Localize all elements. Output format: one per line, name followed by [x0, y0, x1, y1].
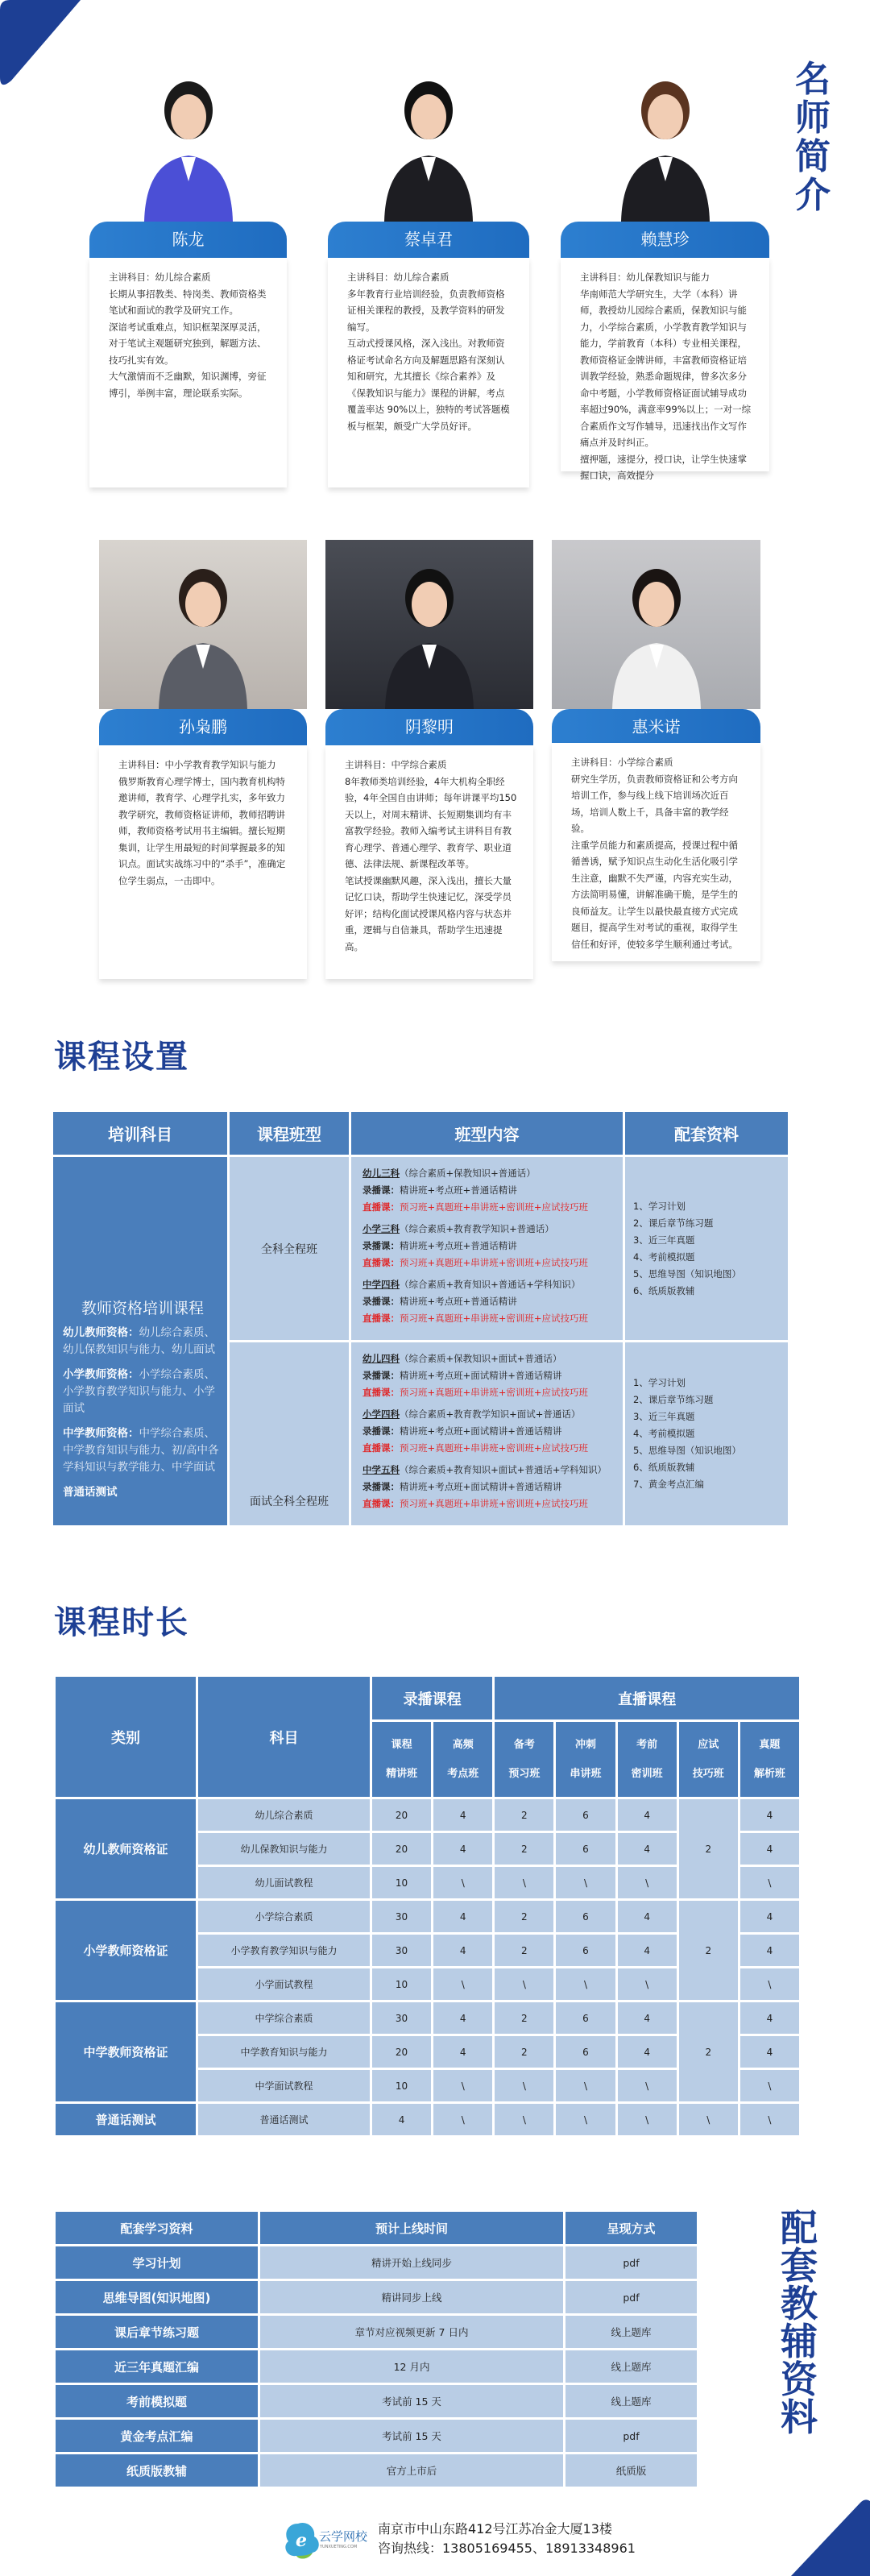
person-portrait-icon [596, 540, 717, 709]
category-item [63, 1425, 222, 1476]
recorded-label: 录播课： [362, 1240, 400, 1251]
teacher-photo [561, 60, 769, 222]
package-name: 小学四科 [362, 1408, 400, 1420]
category-cell: 小学教师资格证 [55, 1900, 197, 2001]
hours-cell: \ [555, 2103, 616, 2137]
hours-cell: \ [616, 2069, 677, 2103]
hours-cell: 2 [494, 2001, 555, 2035]
material-name: 近三年真题汇编 [55, 2350, 259, 2384]
person-portrait-icon [143, 540, 263, 709]
table-row [55, 1798, 801, 1832]
live-line [362, 1384, 611, 1401]
material-item: 5、思维导图（知识地图） [633, 1267, 741, 1280]
package [362, 1221, 611, 1271]
teacher-name: 赖慧珍 [561, 222, 769, 258]
hours-cell: 4 [616, 1934, 677, 1968]
material-item: 1、学习计划 [633, 1377, 686, 1388]
package-name: 中学四科 [362, 1279, 400, 1290]
materials-cell [624, 1156, 789, 1342]
material-item: 4、考前模拟题 [633, 1251, 695, 1263]
teacher-subject: 主讲科目：中学综合素质 [345, 759, 447, 770]
live-line [362, 1310, 611, 1327]
hours-cell: 20 [371, 1798, 433, 1832]
category-item-label: 普通话测试 [63, 1486, 118, 1499]
hours-cell: 6 [555, 1900, 616, 1934]
teacher-subject: 主讲科目：幼儿综合素质 [347, 272, 450, 283]
teacher-bio-paragraph: 长期从事招教类、特岗类、教师资格类笔试和面试的教学及研究工作。 [109, 288, 267, 316]
format: 线上题库 [565, 2315, 698, 2350]
logo-subtext: YUNXUETING.COM [320, 2545, 358, 2549]
table-row [55, 1900, 801, 1934]
hours-cell: \ [555, 1968, 616, 2001]
category-cell: 普通话测试 [55, 2103, 197, 2137]
column-header: 培训科目 [52, 1111, 229, 1156]
course-duration-title: 课程时长 [54, 1604, 189, 1641]
column-header: 课程班型 [229, 1111, 350, 1156]
teacher-name: 惠米诺 [552, 709, 760, 745]
hours-cell: \ [433, 1866, 494, 1900]
package-name: 小学三科 [362, 1223, 400, 1234]
material-name: 黄金考点汇编 [55, 2419, 259, 2454]
hours-cell: 6 [555, 2001, 616, 2035]
teacher-bio [89, 258, 287, 487]
teacher-subject: 主讲科目：小学综合素质 [571, 757, 673, 768]
live-label: 直播课： [362, 1442, 400, 1454]
hours-cell: 2 [677, 1798, 739, 1900]
class-content [350, 1342, 624, 1527]
format: pdf [565, 2419, 698, 2454]
hours-cell: \ [494, 2103, 555, 2137]
live-label: 直播课： [362, 1201, 400, 1213]
hours-cell: 4 [739, 1832, 800, 1866]
hours-cell: 10 [371, 1866, 433, 1900]
hours-cell: 2 [494, 1798, 555, 1832]
recorded-content: 精讲班+考点班+普通话精讲 [400, 1296, 517, 1307]
format: pdf [565, 2246, 698, 2280]
subheader-line: 冲刺 [574, 1738, 596, 1751]
package-desc: （综合素质+教育教学知识+面试+普通话） [400, 1408, 581, 1420]
column-subheader [494, 1721, 555, 1798]
column-header: 配套学习资料 [55, 2211, 259, 2246]
column-header: 班型内容 [350, 1111, 624, 1156]
package [362, 1276, 611, 1327]
subject-cell: 小学综合素质 [197, 1900, 371, 1934]
teacher-bio-paragraph: 华南师范大学研究生，大学（本科）讲师，教授幼儿园综合素质，保教知识与能力，小学综合素质，小学教育教学知识与能力，学前教育（本科）专业相关课程，教师资格证金牌讲师，丰富教师资格证培训教学经验，熟悉命题规律，曾多次多分命中考题，小学教师资格证面试辅导成功率超过90%，满意率99%以上；一对一综合素质作文写作辅导，迅速找出作文写作痛点并及时纠正。 [580, 288, 752, 448]
hours-cell: \ [433, 2069, 494, 2103]
material-name: 课后章节练习题 [55, 2315, 259, 2350]
live-content: 预习班+真题班+串讲班+密训班+应试技巧班 [400, 1201, 589, 1213]
subheader-line: 课程 [391, 1738, 412, 1751]
hours-cell: 4 [433, 1798, 494, 1832]
hours-cell: 30 [371, 2001, 433, 2035]
hours-cell: 30 [371, 1934, 433, 1968]
recorded-content: 精讲班+考点班+面试精讲+普通话精讲 [400, 1425, 562, 1437]
column-subheader [677, 1721, 739, 1798]
hours-cell: \ [739, 2069, 800, 2103]
hours-cell: 4 [616, 1798, 677, 1832]
hours-cell: \ [494, 1866, 555, 1900]
person-portrait-icon [128, 60, 249, 222]
package-desc: （综合素质+保教知识+普通话） [400, 1168, 536, 1179]
hours-cell: 6 [555, 1798, 616, 1832]
teacher-name: 蔡卓君 [328, 222, 529, 258]
column-subheader [433, 1721, 494, 1798]
table-row [55, 2315, 698, 2350]
release-time: 考试前 15 天 [259, 2384, 565, 2419]
package-name: 幼儿四科 [362, 1353, 400, 1364]
live-line [362, 1440, 611, 1457]
subheader-line: 预习班 [508, 1767, 541, 1780]
package-desc: （综合素质+保教知识+面试+普通话） [400, 1353, 562, 1364]
hours-cell: 4 [433, 1934, 494, 1968]
subject-cell: 中学教育知识与能力 [197, 2035, 371, 2069]
hours-cell: 4 [739, 1798, 800, 1832]
hours-cell: 4 [616, 2001, 677, 2035]
person-portrait-icon [605, 60, 726, 222]
hours-cell: 4 [739, 1900, 800, 1934]
hours-cell: 4 [433, 2035, 494, 2069]
hours-cell: \ [494, 1968, 555, 2001]
material-item: 5、思维导图（知识地图） [633, 1445, 741, 1456]
package-name: 幼儿三科 [362, 1168, 400, 1179]
material-name: 考前模拟题 [55, 2384, 259, 2419]
subheader-line: 串讲班 [570, 1767, 602, 1780]
subject-cell: 中学综合素质 [197, 2001, 371, 2035]
recorded-content: 精讲班+考点班+面试精讲+普通话精讲 [400, 1481, 562, 1492]
subheader-line: 精讲班 [386, 1767, 418, 1780]
category-title: 教师资格培训课程 [81, 1300, 204, 1317]
live-line [362, 1495, 611, 1512]
package [362, 1462, 611, 1512]
corner-decoration [781, 2499, 870, 2576]
table-row [55, 2419, 698, 2454]
release-time: 考试前 15 天 [259, 2419, 565, 2454]
teacher-bio-paragraph: 大气激情而不乏幽默，知识渊博，旁征博引，举例丰富，理论联系实际。 [109, 371, 267, 399]
package-desc: （综合素质+教育知识+普通话+学科知识） [400, 1279, 581, 1290]
category-item-label: 小学教师资格： [63, 1368, 139, 1381]
material-name: 纸质版教辅 [55, 2454, 259, 2488]
teacher-name: 孙枭鹏 [99, 709, 307, 745]
subject-cell: 小学面试教程 [197, 1968, 371, 2001]
hours-cell: \ [677, 2103, 739, 2137]
hours-cell: 4 [433, 2001, 494, 2035]
table-row [55, 2350, 698, 2384]
live-content: 预习班+真题班+串讲班+密训班+应试技巧班 [400, 1387, 589, 1398]
course-settings-title: 课程设置 [54, 1039, 189, 1076]
teacher-photo [89, 60, 287, 222]
course-duration-table [53, 1674, 802, 2138]
teacher-bio [561, 258, 769, 481]
column-subheader [616, 1721, 677, 1798]
recorded-label: 录播课： [362, 1184, 400, 1196]
hours-cell: \ [616, 2103, 677, 2137]
hours-cell: 2 [494, 1934, 555, 1968]
table-row [55, 2001, 801, 2035]
column-header: 类别 [55, 1676, 197, 1798]
hours-cell: \ [616, 1968, 677, 2001]
release-time: 精讲开始上线同步 [259, 2246, 565, 2280]
logo-text: 云学网校 [319, 2529, 368, 2544]
format: 纸质版 [565, 2454, 698, 2488]
recorded-label: 录播课： [362, 1425, 400, 1437]
teacher-photo [325, 540, 533, 709]
teacher-bio-paragraph: 互动式授课风格，深入浅出。对教师资格证考试命名方向及解题思路有深刻认知和研究，尤其擅长《综合素养》及《保教知识与能力》课程的讲解，考点覆盖率达 90%以上，独特的考试答题模板与框架，颇受广大学员好评。 [347, 338, 510, 432]
recorded-label: 录播课： [362, 1481, 400, 1492]
teachers-section-title: 名师简介 [795, 59, 831, 216]
logo [282, 2520, 371, 2559]
hours-cell: 2 [494, 1832, 555, 1866]
package [362, 1165, 611, 1216]
teacher-bio-paragraph: 擅押题，速提分，授口诀，让学生快速掌握口诀，高效提分 [580, 453, 747, 481]
column-header: 科目 [197, 1676, 371, 1798]
teacher-bio [325, 745, 533, 979]
teacher-bio [328, 258, 529, 487]
live-label: 直播课： [362, 1313, 400, 1324]
hours-cell: 4 [433, 1900, 494, 1934]
hours-cell: 4 [616, 1832, 677, 1866]
hours-cell: 2 [677, 2001, 739, 2103]
material-name: 思维导图(知识地图) [55, 2280, 259, 2315]
table-row [55, 2280, 698, 2315]
material-item: 6、纸质版教辅 [633, 1284, 695, 1296]
teacher-bio [99, 745, 307, 979]
recorded-label: 录播课： [362, 1296, 400, 1307]
training-subject-cell [52, 1156, 229, 1527]
live-line [362, 1199, 611, 1216]
hours-cell: 4 [739, 1934, 800, 1968]
hours-cell: \ [433, 1968, 494, 2001]
column-subheader [555, 1721, 616, 1798]
hours-cell: \ [555, 2069, 616, 2103]
hours-cell: \ [433, 2103, 494, 2137]
recorded-content: 精讲班+考点班+面试精讲+普通话精讲 [400, 1370, 562, 1381]
column-header: 录播课程 [371, 1676, 494, 1721]
hours-cell: 4 [616, 2035, 677, 2069]
subject-cell: 幼儿面试教程 [197, 1866, 371, 1900]
subject-cell: 幼儿综合素质 [197, 1798, 371, 1832]
live-content: 预习班+真题班+串讲班+密训班+应试技巧班 [400, 1313, 589, 1324]
column-subheader [371, 1721, 433, 1798]
package-desc: （综合素质+教育教学知识+普通话） [400, 1223, 554, 1234]
class-type: 全科全程班 [229, 1156, 350, 1342]
package [362, 1350, 611, 1401]
table-row [55, 2454, 698, 2488]
materials-table [53, 2209, 699, 2489]
hours-cell: 4 [433, 1832, 494, 1866]
hours-cell: \ [555, 1866, 616, 1900]
category-item-label: 幼儿教师资格： [63, 1326, 139, 1339]
format: 线上题库 [565, 2384, 698, 2419]
teacher-name: 陈龙 [89, 222, 287, 258]
logo-icon [282, 2520, 321, 2561]
hours-cell: 2 [677, 1900, 739, 2001]
release-time: 精讲同步上线 [259, 2280, 565, 2315]
hours-cell: \ [739, 2103, 800, 2137]
hours-cell: 6 [555, 1934, 616, 1968]
subheader-line: 备考 [513, 1738, 535, 1751]
category-item-text: 中学综合素质、中学教育知识与能力、初/高中各学科知识与教学能力、中学面试 [63, 1427, 219, 1474]
table-header-row [55, 2211, 698, 2246]
hours-cell: 2 [494, 2035, 555, 2069]
teacher-subject: 主讲科目：幼儿保教知识与能力 [580, 272, 710, 283]
hours-cell: 4 [739, 2035, 800, 2069]
teacher-bio-paragraph: 笔试授课幽默风趣，深入浅出，擅长大量记忆口诀，帮助学生快速记忆，深受学员好评；结构化面试授课风格内容与状态并重，逻辑与自信兼具，帮助学生迅速提高。 [345, 874, 512, 952]
package-desc: （综合素质+教育知识+面试+普通话+学科知识） [400, 1464, 607, 1475]
category-cell: 中学教师资格证 [55, 2001, 197, 2103]
teacher-bio-paragraph: 注重学员能力和素质提高，授课过程中循循善诱，赋予知识点生动化生活化吸引学生注意，幽默不失严谨，内容充实生动，方法简明易懂，讲解准确干脆，是学生的良师益友。让学生以最快最直接方式完成题目，提高学生对考试的重视，取得学生信任和好评，使较多学生顺利通过考试。 [571, 839, 738, 950]
hours-cell: 20 [371, 1832, 433, 1866]
materials-cell [624, 1342, 789, 1527]
footer-hotline: 咨询热线：13805169455、18913348961 [378, 2541, 636, 2556]
column-subheader [739, 1721, 800, 1798]
material-item: 2、课后章节练习题 [633, 1217, 714, 1229]
person-portrait-icon [368, 60, 489, 222]
category-item-text: 小学综合素质、小学教育教学知识与能力、小学面试 [63, 1368, 215, 1415]
teacher-subject: 主讲科目：中小学教育教学知识与能力 [118, 759, 276, 770]
subheader-line: 密训班 [631, 1767, 663, 1780]
course-settings-table [51, 1110, 790, 1528]
material-item: 6、纸质版教辅 [633, 1462, 695, 1473]
release-time: 章节对应视频更新 7 日内 [259, 2315, 565, 2350]
subject-cell: 中学面试教程 [197, 2069, 371, 2103]
material-item: 2、课后章节练习题 [633, 1394, 714, 1405]
recorded-label: 录播课： [362, 1370, 400, 1381]
subject-cell: 幼儿保教知识与能力 [197, 1832, 371, 1866]
material-item: 1、学习计划 [633, 1200, 686, 1212]
hours-cell: \ [494, 2069, 555, 2103]
category-item [63, 1367, 222, 1417]
table-row [52, 1156, 789, 1342]
footer-address: 南京市中山东路412号江苏冶金大厦13楼 [378, 2521, 612, 2537]
hours-cell: 4 [371, 2103, 433, 2137]
teacher-photo [552, 540, 760, 709]
package-name: 中学五科 [362, 1464, 400, 1475]
category-item-label: 中学教师资格： [63, 1427, 139, 1440]
table-row [55, 2246, 698, 2280]
hours-cell: 2 [494, 1900, 555, 1934]
hours-cell: 30 [371, 1900, 433, 1934]
material-name: 学习计划 [55, 2246, 259, 2280]
teacher-bio-paragraph: 深谙考试重难点，知识框架深厚灵活，对于笔试主观题研究独到，解题方法、技巧扎实有效。 [109, 321, 267, 366]
hours-cell: 4 [739, 2001, 800, 2035]
material-item: 7、黄金考点汇编 [633, 1479, 704, 1490]
recorded-content: 精讲班+考点班+普通话精讲 [400, 1184, 517, 1196]
materials-section-title: 配套教辅资料 [781, 2206, 818, 2439]
class-type: 面试全科全程班 [229, 1342, 350, 1527]
live-content: 预习班+真题班+串讲班+密训班+应试技巧班 [400, 1257, 589, 1268]
recorded-content: 精讲班+考点班+普通话精讲 [400, 1240, 517, 1251]
format: 线上题库 [565, 2350, 698, 2384]
subject-cell: 普通话测试 [197, 2103, 371, 2137]
release-time: 官方上市后 [259, 2454, 565, 2488]
column-header: 预计上线时间 [259, 2211, 565, 2246]
category-item-text: 幼儿综合素质、幼儿保教知识与能力、幼儿面试 [63, 1326, 215, 1356]
release-time: 12 月内 [259, 2350, 565, 2384]
live-content: 预习班+真题班+串讲班+密训班+应试技巧班 [400, 1498, 589, 1509]
teacher-photo [328, 60, 529, 222]
category-cell: 幼儿教师资格证 [55, 1798, 197, 1900]
material-item: 4、考前模拟题 [633, 1428, 695, 1439]
column-header: 直播课程 [494, 1676, 801, 1721]
class-content [350, 1156, 624, 1342]
column-header: 配套资料 [624, 1111, 789, 1156]
hours-cell: \ [739, 1866, 800, 1900]
svg-text:e: e [296, 2530, 307, 2551]
hours-cell: 20 [371, 2035, 433, 2069]
teacher-bio [552, 743, 760, 961]
live-content: 预习班+真题班+串讲班+密训班+应试技巧班 [400, 1442, 589, 1454]
subject-cell: 小学教育教学知识与能力 [197, 1934, 371, 1968]
column-header: 呈现方式 [565, 2211, 698, 2246]
subheader-line: 应试 [698, 1738, 719, 1751]
category-item [63, 1484, 222, 1501]
hours-cell: 10 [371, 2069, 433, 2103]
footer-contact [378, 2520, 636, 2558]
hours-cell: 10 [371, 1968, 433, 2001]
subheader-line: 解析班 [753, 1767, 785, 1780]
format: pdf [565, 2280, 698, 2315]
material-item: 3、近三年真题 [633, 1411, 695, 1422]
hours-cell: \ [739, 1968, 800, 2001]
teacher-bio-paragraph: 研究生学历，负责教师资格证和公考方向培训工作，参与线上线下培训场次近百场，培训人数上千，具备丰富的教学经验。 [571, 773, 738, 834]
table-header-row [52, 1111, 789, 1156]
teacher-bio-paragraph: 8年教师类培训经验，4年大机构全职经验，4年全国自由讲师；每年讲课平均150天以上，对周末精讲、长短期集训均有丰富教学经验。教师入编考试主讲科目有教育心理学、普通心理学、教育学、职业道德、法律法规、新课程改革等。 [345, 775, 517, 869]
person-portrait-icon [369, 540, 490, 709]
subheader-line: 考点班 [447, 1767, 479, 1780]
teacher-bio-paragraph: 多年教育行业培训经验，负责教师资格证相关课程的教授，及教学资料的研发编写。 [347, 288, 505, 333]
corner-decoration [0, 0, 89, 89]
teacher-name: 阴黎明 [325, 709, 533, 745]
teacher-subject: 主讲科目：幼儿综合素质 [109, 272, 211, 283]
hours-cell: \ [616, 1866, 677, 1900]
teacher-photo [99, 540, 307, 709]
teacher-bio-paragraph: 俄罗斯教育心理学博士，国内教育机构特邀讲师，教育学、心理学扎实，多年致力教学研究，教师资格证讲师，教师招聘讲师，教师资格考试用书主编辑。擅长短期集训，让学生用最短的时间掌握最多的知识点。面试实战练习中的“杀手”，准确定位学生弱点，一击即中。 [118, 775, 286, 886]
live-label: 直播课： [362, 1387, 400, 1398]
subheader-line: 技巧班 [692, 1767, 724, 1780]
category-item [63, 1325, 222, 1359]
live-label: 直播课： [362, 1257, 400, 1268]
table-row [55, 2384, 698, 2419]
package [362, 1406, 611, 1457]
hours-cell: 6 [555, 1832, 616, 1866]
hours-cell: 4 [616, 1900, 677, 1934]
live-label: 直播课： [362, 1498, 400, 1509]
material-item: 3、近三年真题 [633, 1234, 695, 1246]
live-line [362, 1255, 611, 1271]
table-row [55, 2103, 801, 2137]
subheader-line: 考前 [636, 1738, 658, 1751]
hours-cell: 6 [555, 2035, 616, 2069]
subheader-line: 高频 [452, 1738, 474, 1751]
table-header-row [55, 1676, 801, 1721]
subheader-line: 真题 [759, 1738, 781, 1751]
